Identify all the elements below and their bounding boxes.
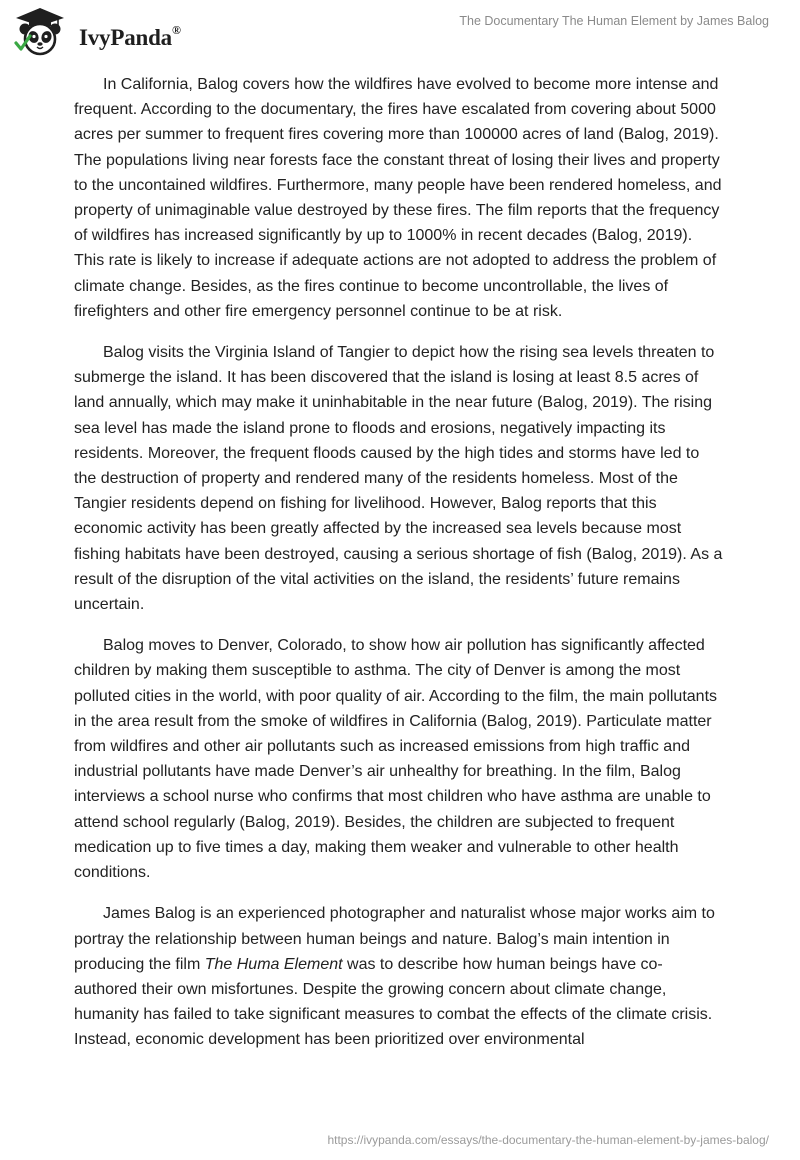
paragraph-tangier-sea-levels: Balog visits the Virginia Island of Tangier to depict how the rising sea levels threaten to submerge the island. It has been discovered that the island is losing at least 8.5 acres of land annually, which may make it uninhabitable in the near future (Balog, 2019). The rising sea level has made the island prone to floods and erosions, negatively impacting its residents. Moreover, the frequent floods caused by the high tides and storms have led to the destruction of property and rendered many of the residents homeless. Most of the Tangier residents depend on fishing for livelihood. However, Balog reports that this economic activity has been greatly affected by the increased sea levels because most fishing habitats have been destroyed, causing a serious shortage of fish (Balog, 2019). As a result of the disruption of the vital activities on the island, the residents’ future remains uncertain. — [74, 344, 723, 614]
essay-body — [74, 72, 724, 1069]
page-header — [0, 0, 800, 66]
paragraph-balog-intention: James Balog is an experienced photographer and naturalist whose major works aim to portray the relationship between human beings and nature. Balog’s main intention in producing the film The Huma Element was to describe how human beings have co-authored their own misfortunes. Despite the growing concern about climate change, humanity has failed to take significant measures to combat the effects of the climate crisis. Instead, economic development has been prioritized over environmental — [74, 905, 715, 1049]
paragraph-denver-air-pollution: Balog moves to Denver, Colorado, to show how air pollution has significantly affected children by making them susceptible to asthma. The city of Denver is among the most polluted cities in the world, with poor quality of air. According to the film, the main pollutants in the area result from the smoke of wildfires in California (Balog, 2019). Particulate matter from wildfires and other air pollutants such as increased emissions from high traffic and industrial pollutants have made Denver’s air unhealthy for breathing. In the film, Balog interviews a school nurse who confirms that most children who have asthma are unable to attend school regularly (Balog, 2019). Besides, the children are subjected to frequent medication up to five times a day, making them weaker and vulnerable to other health conditions. — [74, 637, 718, 882]
ivypanda-logo[interactable] — [12, 6, 212, 58]
film-title-italic: The Huma Element — [204, 955, 343, 973]
registered-mark: ® — [171, 23, 181, 38]
panda-graduate-icon — [12, 6, 68, 58]
logo-wordmark: IvyPanda® — [79, 23, 181, 50]
document-title: The Documentary The Human Element by James Balog — [459, 14, 769, 28]
paragraph-california-wildfires: In California, Balog covers how the wildfires have evolved to become more intense and frequent. According to the documentary, the fires have escalated from covering about 5000 acres per summer to frequent fires covering more than 100000 acres of land (Balog, 2019). The populations living near forests face the constant threat of losing their lives and property to the uncontained wildfires. Furthermore, many people have been rendered homeless, and property of unimaginable value destroyed by these fires. The film reports that the frequency of wildfires has increased significantly by up to 1000% in recent decades (Balog, 2019). This rate is likely to increase if adequate actions are not adopted to address the problem of climate change. Besides, as the fires continue to become uncontrollable, the lives of firefighters and other fire emergency personnel continue to be at risk. — [74, 76, 722, 320]
source-url[interactable]: https://ivypanda.com/essays/the-documentary-the-human-element-by-james-balog/ — [327, 1133, 769, 1147]
